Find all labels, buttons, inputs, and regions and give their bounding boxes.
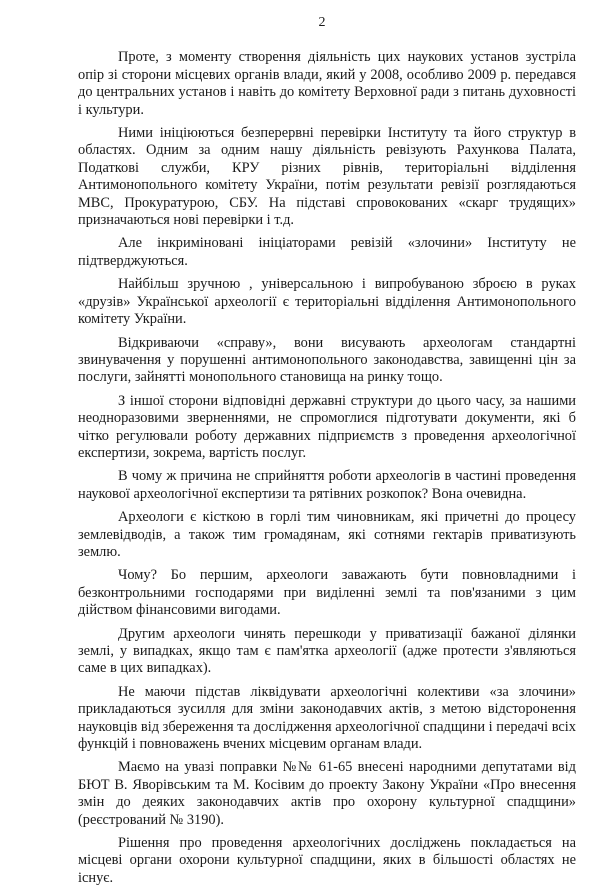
paragraph-13: Рішення про проведення археологічних досліджень покладається на місцеві органи охорони культурної спадщини, яких в більшості областях не існує. — [78, 835, 576, 886]
paragraph-1: Проте, з моменту створення діяльність цих наукових установ зустріла опір зі сторони місцевих органів влади, який у 2008, особливо 2009 р. передався до центральних установ і навіть до комітету Верховної ради з питань духовності і культури. — [78, 49, 576, 118]
paragraph-9: Чому? Бо першим, археологи заважають бути повновладними і безконтрольними господарями при виділенні землі та пов'язаними з цим дійством фінансовими вигодами. — [78, 567, 576, 619]
paragraph-7: В чому ж причина не сприйняття роботи археологів в частині проведення наукової археологічної експертизи та рятівних розкопок? Вона очевидна. — [78, 468, 576, 502]
paragraph-2: Ними ініціюються безперервні перевірки Інституту та його структур в областях. Одним за одним нашу діяльність ревізують Рахункова Палата, Податкові служби, КРУ різних рівнів, територіальні відділення Антимонопольного комітету України, потім результати ревізії розглядаються МВС, Прокуратурою, СБУ. На підставі спровокованих «скарг трудящих» призначаються нові перевірки і т.д. — [78, 125, 576, 229]
paragraph-4: Найбільш зручною , універсальною і випробуваною зброєю в руках «друзів» Української археології є територіальні відділення Антимонопольного комітету України. — [78, 276, 576, 328]
paragraph-11: Не маючи підстав ліквідувати археологічні колективи «за злочини» прикладаються зусилля для зміни законодавчих актів, з метою відсторонення науковців від збереження та дослідження археологічної спадщини і передачі всіх функцій і повноважень вчених місцевим органам влади. — [78, 683, 576, 753]
paragraph-6: З іншої сторони відповідні державні структури до цього часу, за нашими неодноразовими зверненнями, не спромоглися підготувати документи, які б чітко регулювали роботу державних підприємств з проведення археологічної експертизи, зокрема, вартість послуг. — [78, 392, 576, 461]
paragraph-3: Але інкриміновані ініціаторами ревізій «злочини» Інституту не підтверджуються. — [78, 235, 576, 269]
paragraph-12: Маємо на увазі поправки №№ 61-65 внесені народними депутатами від БЮТ В. Яворівським та М. Косівим до проекту Закону України «Про внесення змін до деяких законодавчих актів про охорону культурної спадщини» (реєстрований № 3190). — [78, 759, 576, 828]
paragraph-8: Археологи є кісткою в горлі тим чиновникам, які причетні до процесу землевідводів, а також тим громадянам, які сотнями гектарів приватизують землю. — [78, 509, 576, 560]
page-number: 2 — [318, 15, 326, 30]
paragraph-5: Відкриваючи «справу», вони висувають археологам стандартні звинувачення у порушенні антимонопольного законодавства, завищенні цін за послуги, зайнятті монопольного становища на ринку тощо. — [78, 334, 576, 386]
paragraph-10: Другим археологи чинять перешкоди у приватизації бажаної ділянки землі, у випадках, якщо там є пам'ятка археології (адже протести з'являються саме в цих випадках). — [78, 625, 576, 677]
